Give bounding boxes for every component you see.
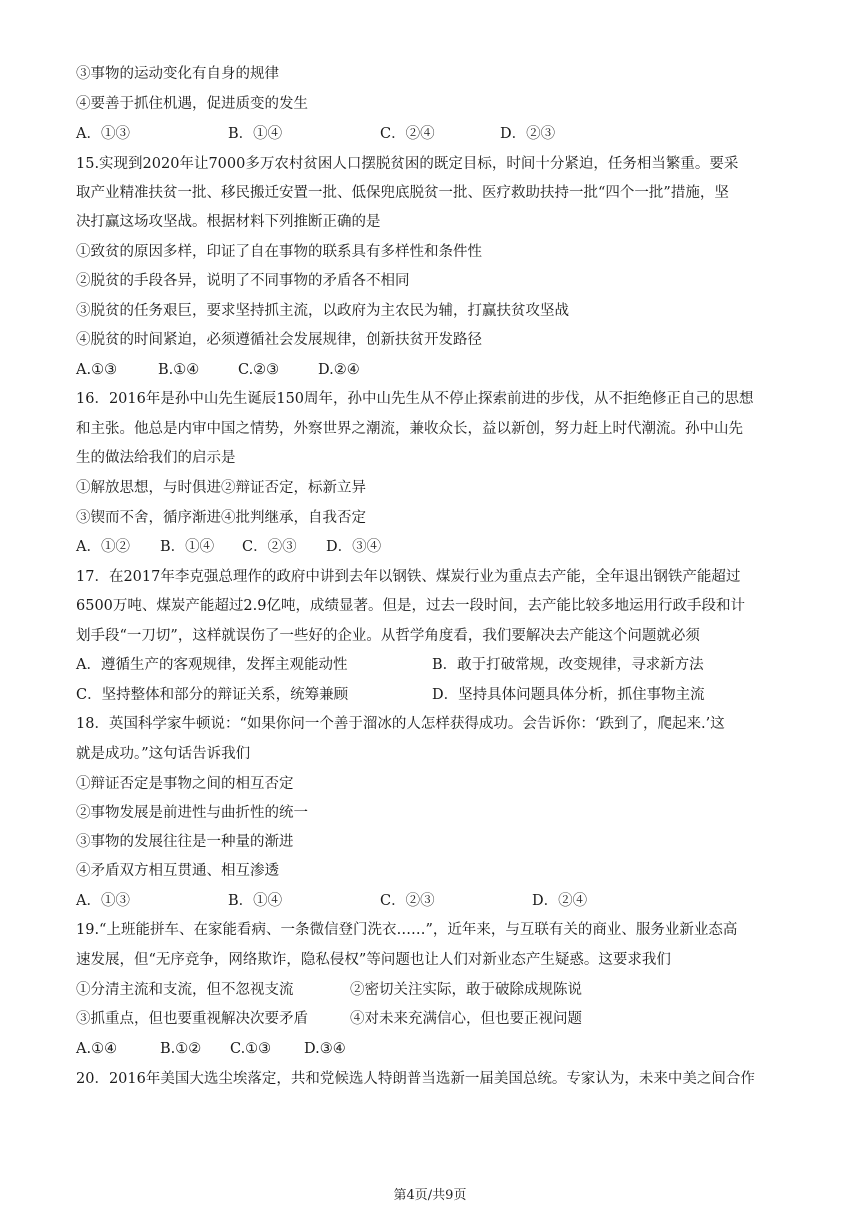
option-d: D．③④ bbox=[326, 539, 382, 555]
statement: ①解放思想，与时俱进②辩证否定，标新立异 bbox=[76, 480, 366, 496]
option-d: D．②③ bbox=[500, 126, 556, 142]
question-20-text: 20．2016年美国大选尘埃落定，共和党候选人特朗普当选新一届美国总统。专家认为，未来中美之间合作 bbox=[76, 1071, 755, 1087]
option-a: A．遵循生产的客观规律，发挥主观能动性 bbox=[76, 657, 348, 673]
question-17-text: 6500万吨、煤炭产能超过2.9亿吨，成绩显著。但是，过去一段时间，去产能比较多地运用行政手段和计 bbox=[76, 598, 745, 614]
answer-options bbox=[76, 537, 788, 557]
option-b: B．①④ bbox=[228, 893, 283, 909]
statement: ④脱贫的时间紧迫，必须遵循社会发展规律，创新扶贫开发路径 bbox=[76, 332, 482, 348]
option-a: A．①② bbox=[76, 539, 130, 555]
answer-options bbox=[76, 685, 788, 705]
option-d: D．坚持具体问题具体分析，抓住事物主流 bbox=[432, 687, 705, 703]
question-17-text: 划手段“一刀切”，这样就误伤了一些好的企业。从哲学角度看，我们要解决去产能这个问题就必须 bbox=[76, 628, 700, 644]
statement: ④要善于抓住机遇，促进质变的发生 bbox=[76, 96, 308, 112]
question-18-text: 18．英国科学家牛顿说：“如果你问一个善于溜冰的人怎样获得成功。会告诉你：‘跌到了，爬起来.’这 bbox=[76, 716, 725, 732]
option-b: B．敢于打破常规，改变规律，寻求新方法 bbox=[432, 657, 704, 673]
option-c: C.①③ bbox=[230, 1041, 272, 1057]
question-18-text: 就是成功。”这句话告诉我们 bbox=[76, 746, 251, 762]
statement: ①分清主流和支流，但不忽视支流 bbox=[76, 982, 294, 998]
question-16-text: 生的做法给我们的启示是 bbox=[76, 450, 236, 466]
option-b: B．①④ bbox=[160, 539, 215, 555]
option-b: B.①④ bbox=[158, 362, 200, 378]
option-d: D.③④ bbox=[304, 1041, 346, 1057]
option-a: A.①④ bbox=[76, 1041, 118, 1057]
question-16-text: 16．2016年是孙中山先生诞辰150周年，孙中山先生从不停止探索前进的步伐，从不拒绝修正自己的思想 bbox=[76, 391, 754, 407]
answer-options bbox=[76, 1039, 788, 1059]
option-b: B．①④ bbox=[228, 126, 283, 142]
option-a: A.①③ bbox=[76, 362, 118, 378]
option-d: D.②④ bbox=[318, 362, 360, 378]
statement: ③锲而不舍，循序渐进④批判继承，自我否定 bbox=[76, 510, 366, 526]
question-17-text: 17．在2017年李克强总理作的政府中讲到去年以钢铁、煤炭行业为重点去产能，全年退出钢铁产能超过 bbox=[76, 569, 741, 585]
answer-options bbox=[76, 124, 788, 144]
option-a: A．①③ bbox=[76, 126, 130, 142]
statement: ②脱贫的手段各异，说明了不同事物的矛盾各不相同 bbox=[76, 273, 410, 289]
option-b: B.①② bbox=[160, 1041, 202, 1057]
answer-options bbox=[76, 360, 788, 380]
question-19-text: 19.“上班能拼车、在家能看病、一条微信登门洗衣……”，近年来，与互联有关的商业、服务业新业态高 bbox=[76, 922, 738, 938]
statement: ④矛盾双方相互贯通、相互渗透 bbox=[76, 863, 279, 879]
question-16-text: 和主张。他总是内审中国之情势，外察世界之潮流，兼收众长，益以新创，努力赶上时代潮流。孙中山先 bbox=[76, 421, 743, 437]
statement: ③事物的发展往往是一种量的渐进 bbox=[76, 834, 294, 850]
option-c: C．坚持整体和部分的辩证关系，统筹兼顾 bbox=[76, 687, 349, 703]
statement: ②密切关注实际，敢于破除成规陈说 bbox=[350, 982, 582, 998]
statement: ③抓重点，但也要重视解决次要矛盾 bbox=[76, 1011, 308, 1027]
question-15-text: 取产业精准扶贫一批、移民搬迁安置一批、低保兜底脱贫一批、医疗救助扶持一批“四个一批”措施，坚 bbox=[76, 185, 729, 201]
question-15-text: 15.实现到2020年让7000多万农村贫困人口摆脱贫困的既定目标，时间十分紧迫，任务相当繁重。要采 bbox=[76, 156, 739, 172]
option-c: C．②③ bbox=[242, 539, 297, 555]
answer-options bbox=[76, 891, 788, 911]
option-c: C．②④ bbox=[380, 126, 435, 142]
option-d: D．②④ bbox=[532, 893, 588, 909]
answer-options bbox=[76, 655, 788, 675]
statement-row bbox=[76, 1009, 788, 1029]
statement: ①致贫的原因多样，印证了自在事物的联系具有多样性和条件性 bbox=[76, 244, 482, 260]
statement-row bbox=[76, 980, 788, 1000]
question-19-text: 速发展，但“无序竞争，网络欺诈，隐私侵权”等问题也让人们对新业态产生疑惑。这要求我们 bbox=[76, 952, 671, 968]
statement: ③事物的运动变化有自身的规律 bbox=[76, 66, 279, 82]
option-a: A．①③ bbox=[76, 893, 130, 909]
question-15-text: 决打赢这场攻坚战。根据材料下列推断正确的是 bbox=[76, 214, 381, 230]
page-number: 第4页/共9页 bbox=[393, 1188, 467, 1203]
statement: ②事物发展是前进性与曲折性的统一 bbox=[76, 805, 308, 821]
option-c: C．②③ bbox=[380, 893, 435, 909]
option-c: C.②③ bbox=[238, 362, 280, 378]
statement: ③脱贫的任务艰巨，要求坚持抓主流，以政府为主农民为辅，打赢扶贫攻坚战 bbox=[76, 303, 569, 319]
statement: ①辩证否定是事物之间的相互否定 bbox=[76, 776, 294, 792]
statement: ④对未来充满信心，但也要正视问题 bbox=[350, 1011, 582, 1027]
